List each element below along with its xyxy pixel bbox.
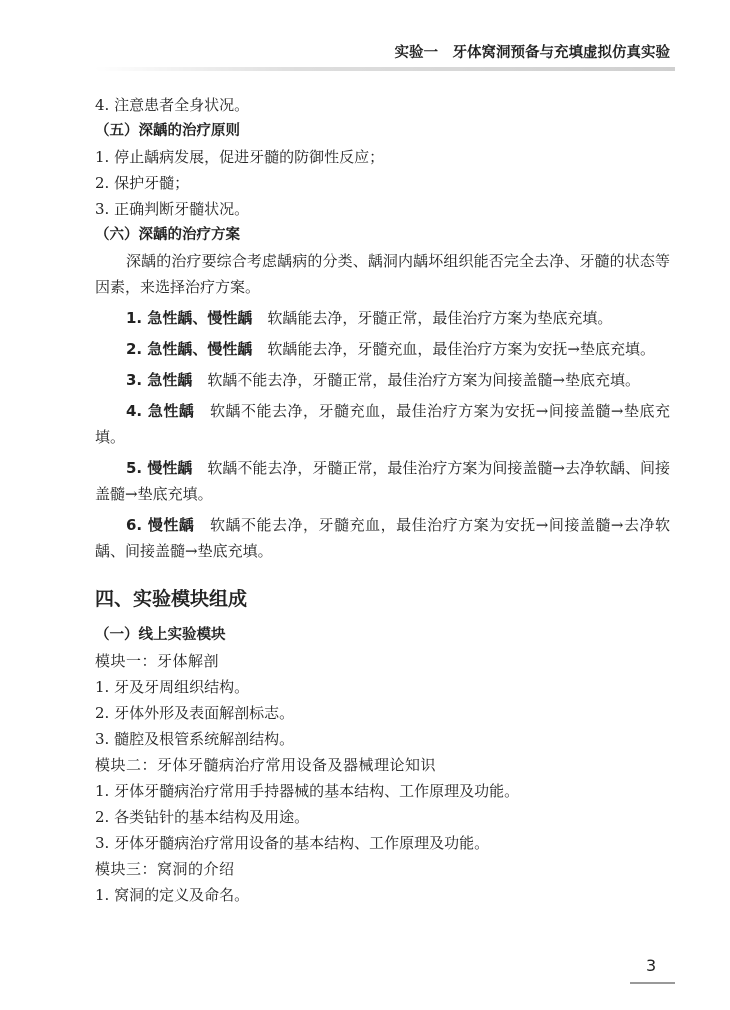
treatment-item-text: 软龋不能去净，牙髓正常，最佳治疗方案为间接盖髓→去净软龋、间接盖髓→垫底充填。 — [95, 459, 671, 503]
treatment-item-lead: 5. 慢性龋 — [126, 459, 193, 477]
treatment-item-lead: 4. 急性龋 — [126, 402, 195, 420]
footer-rule — [630, 982, 675, 984]
treatment-item-text: 软龋不能去净，牙髓充血，最佳治疗方案为安抚→间接盖髓→去净软龋、间接盖髓→垫底充填。 — [95, 516, 670, 560]
treatment-item-text: 软龋不能去净，牙髓充血，最佳治疗方案为安抚→间接盖髓→垫底充填。 — [95, 402, 670, 446]
treatment-item-text: 软龋不能去净，牙髓正常，最佳治疗方案为间接盖髓→垫底充填。 — [207, 371, 640, 389]
section-heading-4: 四、实验模块组成 — [95, 588, 248, 610]
running-header — [0, 0, 730, 80]
page-number: 3 — [646, 956, 657, 975]
list-item: 2. 各类钻针的基本结构及用途。 — [95, 808, 310, 826]
list-item: 1. 牙体牙髓病治疗常用手持器械的基本结构、工作原理及功能。 — [95, 782, 520, 800]
treatment-item-lead: 3. 急性龋 — [126, 371, 193, 389]
header-rule — [95, 67, 675, 71]
list-item: 1. 窝洞的定义及命名。 — [95, 886, 250, 904]
subheading-5: （五）深龋的治疗原则 — [95, 123, 240, 139]
list-item: 3. 髓腔及根管系统解剖结构。 — [95, 730, 295, 748]
list-item: 1. 牙及牙周组织结构。 — [95, 678, 250, 696]
list-item: 3. 牙体牙髓病治疗常用设备的基本结构、工作原理及功能。 — [95, 834, 490, 852]
treatment-item-6 — [95, 512, 670, 564]
treatment-item-text: 软龋能去净，牙髓充血，最佳治疗方案为安抚→垫底充填。 — [267, 340, 655, 358]
list-item: 2. 牙体外形及表面解剖标志。 — [95, 704, 295, 722]
paragraph: 深龋的治疗要综合考虑龋病的分类、龋洞内龋坏组织能否完全去净、牙髓的状态等因素，来选择治疗方案。 — [95, 252, 670, 296]
subheading-6: （六）深龋的治疗方案 — [95, 227, 240, 243]
treatment-item-2 — [95, 336, 670, 362]
treatment-item-3 — [95, 367, 670, 393]
module-title: 模块二：牙体牙髓病治疗常用设备及器械理论知识 — [95, 756, 437, 774]
treatment-item-lead: 6. 慢性龋 — [126, 516, 195, 534]
list-item: 1. 停止龋病发展，促进牙髓的防御性反应； — [95, 148, 385, 166]
treatment-item-4 — [95, 398, 670, 450]
module-title: 模块三：窝洞的介绍 — [95, 860, 235, 878]
treatment-item-5 — [95, 455, 670, 507]
treatment-item-lead: 1. 急性龋、慢性龋 — [126, 309, 253, 327]
module-title: 模块一：牙体解剖 — [95, 652, 220, 670]
treatment-item-1 — [95, 305, 670, 331]
treatment-item-text: 软龋能去净，牙髓正常，最佳治疗方案为垫底充填。 — [267, 309, 613, 327]
list-item: 3. 正确判断牙髓状况。 — [95, 200, 250, 218]
list-item: 4. 注意患者全身状况。 — [95, 96, 250, 114]
list-item: 2. 保护牙髓； — [95, 174, 190, 192]
subheading-online-modules: （一）线上实验模块 — [95, 627, 226, 643]
running-header-title: 实验一 牙体窝洞预备与充填虚拟仿真实验 — [394, 45, 670, 61]
treatment-item-lead: 2. 急性龋、慢性龋 — [126, 340, 253, 358]
page-body — [95, 92, 670, 908]
